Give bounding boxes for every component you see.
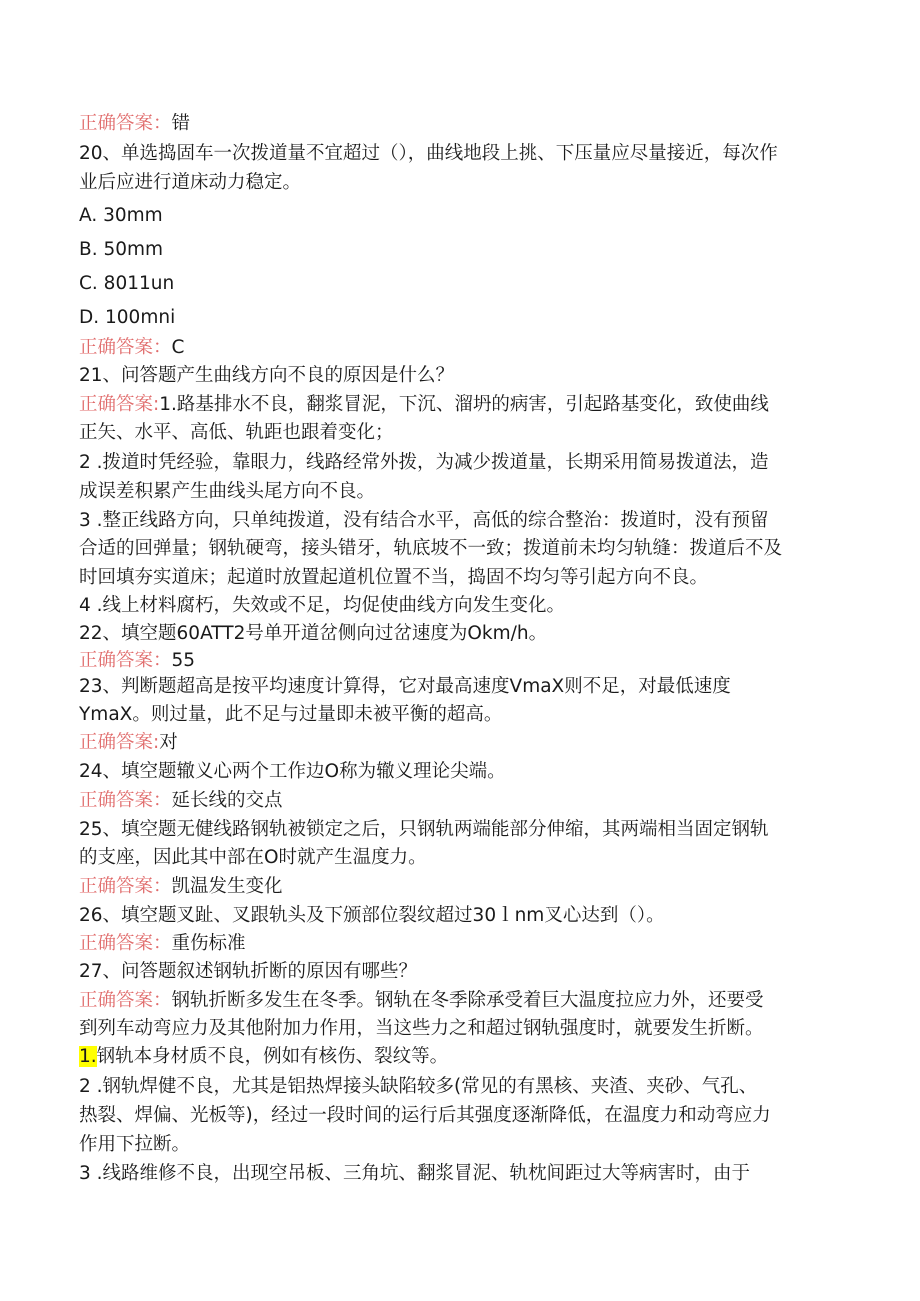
option-d: D. 100mni	[79, 307, 176, 328]
question-line: 26、填空题叉趾、叉跟轨头及下颁部位裂纹超过30ｌnm叉心达到（）。	[79, 905, 665, 926]
answer-label: 正确答案:	[79, 732, 160, 753]
text-line: 到列车动弯应力及其他附加力作用，当这些力之和超过钢轨强度时，就要发生折断。	[79, 1018, 764, 1039]
question-line: YmaX。则过量，此不足与过量即未被平衡的超高。	[79, 704, 503, 725]
text-line: 时回填夯实道床；起道时放置起道机位置不当，捣固不均匀等引起方向不良。	[79, 567, 709, 588]
answer-line	[79, 788, 283, 814]
answer-label: 正确答案：	[79, 113, 172, 134]
text-line: 合适的回弹量；钢轨硬弯，接头错牙，轨底坡不一致；拨道前未均匀轨缝：拨道后不及	[79, 538, 783, 559]
answer-text: 错	[171, 113, 191, 134]
answer-text: C	[171, 337, 185, 358]
text-line	[79, 1044, 448, 1070]
answer-label: 正确答案:	[79, 394, 160, 415]
answer-line	[79, 931, 246, 957]
question-line: 24、填空题辙义心两个工作边O称为辙义理论尖端。	[79, 761, 506, 782]
question-line: 业后应进行道床动力稳定。	[79, 172, 302, 193]
answer-label: 正确答案：	[79, 650, 172, 671]
question-line: 25、填空题无健线路钢轨被锁定之后，只钢轨两端能部分伸缩，其两端相当固定钢轨	[79, 819, 769, 840]
answer-line	[79, 730, 178, 756]
question-line: 20、单选捣固车一次拨道量不宜超过（），曲线地段上挑、下压量应尽量接近，每次作	[79, 143, 778, 164]
text-segment: 钢轨本身材质不良，例如有核伤、裂纹等。	[96, 1046, 449, 1067]
answer-text: 凯温发生变化	[171, 876, 283, 897]
answer-text: 延长线的交点	[171, 790, 283, 811]
question-line: 的支座，因此其中部在O时就产生温度力。	[79, 847, 427, 868]
answer-line	[79, 988, 764, 1014]
text-line: 2 .钢轨焊健不良，尤其是铝热焊接头缺陷较多(常见的有黑核、夹渣、夹砂、气孔、	[79, 1076, 758, 1097]
answer-text: 对	[159, 732, 178, 753]
answer-label: 正确答案：	[79, 933, 172, 954]
answer-text: 重伤标准	[171, 933, 246, 954]
question-line: 23、判断题超高是按平均速度计算得，它对最高速度VmaX则不足，对最低速度	[79, 676, 731, 697]
text-line: 2 .拨道时凭经验，靠眼力，线路经常外拨，为减少拨道量，长期采用简易拨道法，造	[79, 452, 769, 473]
answer-line	[79, 874, 283, 900]
answer-label: 正确答案：	[79, 876, 172, 897]
text-line: 3 .整正线路方向，只单纯拨道，没有结合水平，高低的综合整治：拨道时，没有预留	[79, 510, 769, 531]
question-line: 27、问答题叙述钢轨折断的原因有哪些？	[79, 961, 418, 982]
answer-line	[79, 111, 190, 137]
text-line: 3 .线路维修不良，出现空吊板、三角坑、翻浆冒泥、轨枕间距过大等病害时，由于	[79, 1163, 751, 1184]
option-a: A. 30mm	[79, 205, 163, 226]
answer-label: 正确答案：	[79, 990, 172, 1011]
answer-label: 正确答案：	[79, 337, 172, 358]
text-line: 热裂、焊偏、光板等)，经过一段时间的运行后其强度逐渐降低，在温度力和动弯应力	[79, 1105, 771, 1126]
answer-text: 钢轨折断多发生在冬季。钢轨在冬季除承受着巨大温度拉应力外，还要受	[171, 990, 764, 1011]
answer-line	[79, 392, 769, 418]
option-c: C. 8011un	[79, 273, 175, 294]
answer-text: 55	[171, 650, 196, 671]
text-line: 作用下拉断。	[79, 1134, 191, 1155]
text-line: 正矢、水平、高低、轨距也跟着变化；	[79, 422, 394, 443]
question-line: 22、填空题60ATT2号单开道岔侧向过岔速度为Okm/h。	[79, 623, 548, 644]
question-line: 21、问答题产生曲线方向不良的原因是什么？	[79, 365, 455, 386]
answer-line	[79, 648, 195, 674]
answer-text: 1.路基排水不良，翻浆冒泥，下沉、溜坍的病害，引起路基变化，致使曲线	[159, 394, 769, 415]
text-line: 成误差积累产生曲线头尾方向不良。	[79, 481, 376, 502]
highlighted-number: 1.	[79, 1046, 97, 1067]
text-line: 4 .线上材料腐朽，失效或不足，均促使曲线方向发生变化。	[79, 595, 566, 616]
option-b: B. 50mm	[79, 239, 164, 260]
answer-label: 正确答案：	[79, 790, 172, 811]
answer-line	[79, 335, 184, 361]
